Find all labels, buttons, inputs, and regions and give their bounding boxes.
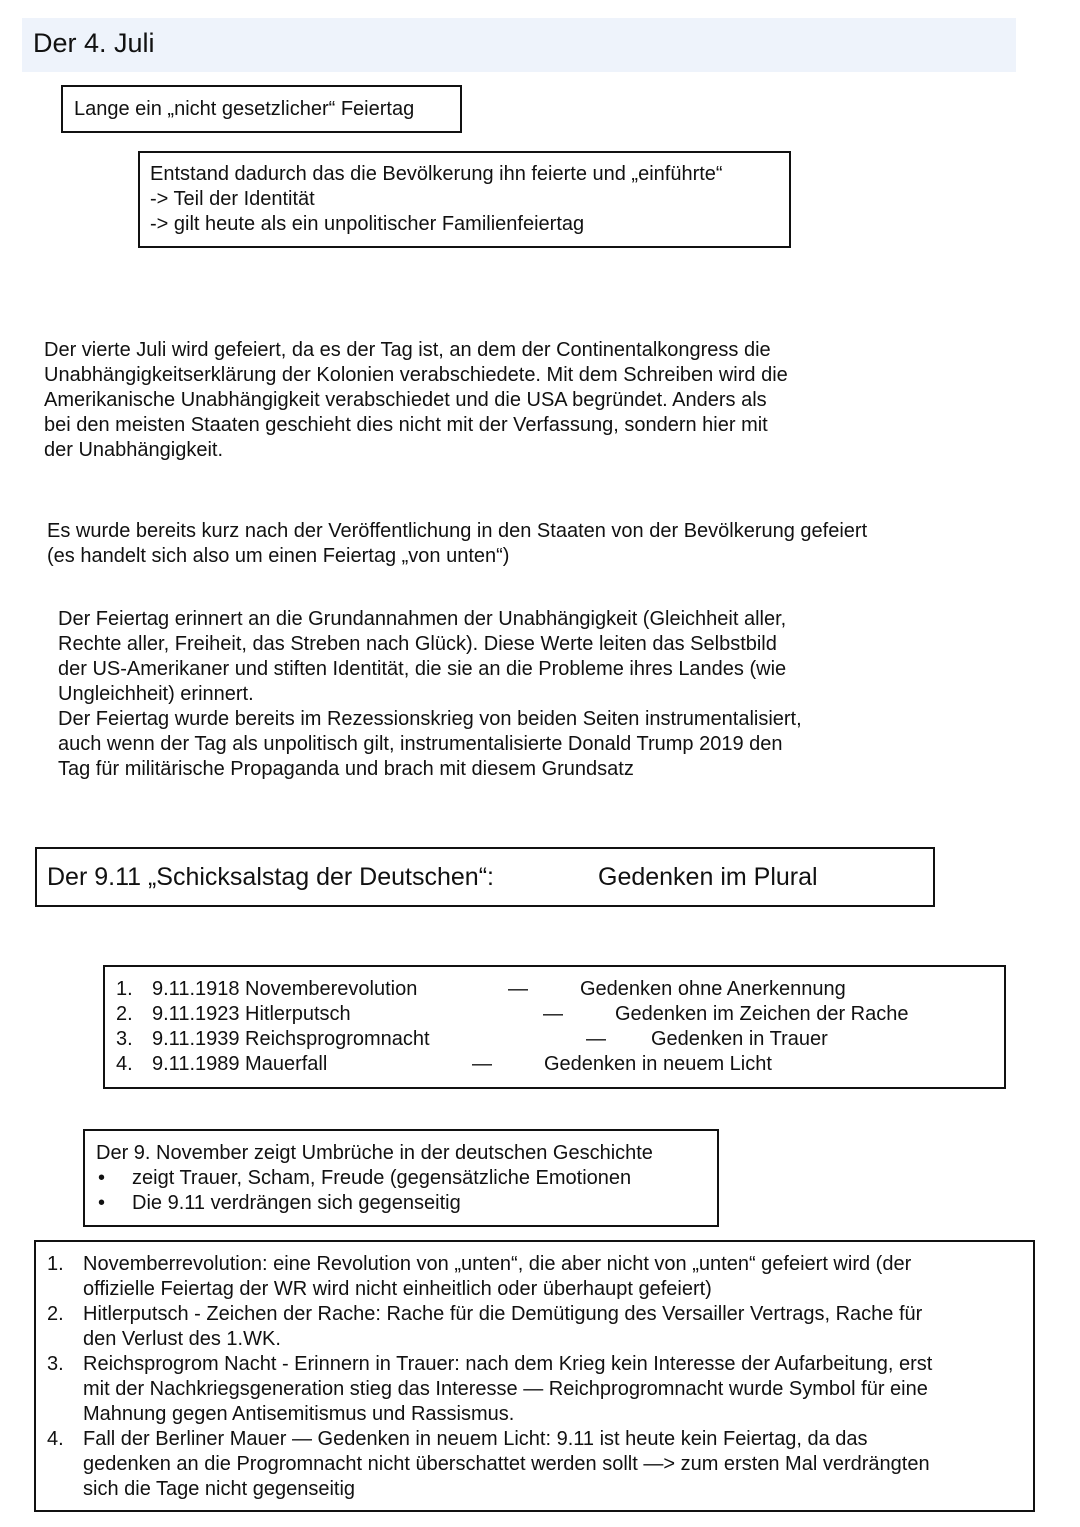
paragraph-line: Es wurde bereits kurz nach der Veröffentlichung in den Staaten von der Bevölkerung gefeiert: [47, 520, 868, 542]
summary-bullet-item: [96, 1166, 653, 1191]
date-label: 9.11.1939 Reichsprogromnacht: [152, 1028, 430, 1050]
paragraph-line: der US-Amerikaner und stiften Identität, die sie an die Probleme ihres Landes (wie: [58, 658, 787, 680]
detail-line: den Verlust des 1.WK.: [83, 1328, 281, 1350]
note-box-origin-text: [150, 162, 723, 237]
paragraph-line: (es handelt sich also um einen Feiertag „von unten“): [47, 545, 510, 567]
section-header-left: Der 9.11 „Schicksalstag der Deutschen“:: [47, 863, 494, 891]
detail-number: 3.: [47, 1353, 64, 1375]
detail-number: 2.: [47, 1303, 64, 1325]
bullet-marker: •: [98, 1192, 106, 1214]
date-dash: —: [508, 978, 528, 1000]
dates-box: [103, 965, 1006, 1089]
paragraph-declaration: [44, 338, 788, 463]
detail-number: 1.: [47, 1253, 64, 1275]
paragraph-line: Tag für militärische Propaganda und brach mit diesem Grundsatz: [58, 758, 634, 780]
summary-bullet-item: [96, 1191, 653, 1216]
summary-bullet-text: Die 9.11 verdrängen sich gegenseitig: [132, 1192, 461, 1214]
date-number: 3.: [116, 1028, 133, 1050]
paragraph-line: Der vierte Juli wird gefeiert, da es der Tag ist, an dem der Continentalkongress die: [44, 339, 771, 361]
date-label: 9.11.1923 Hitlerputsch: [152, 1003, 351, 1025]
date-meaning: Gedenken im Zeichen der Rache: [615, 1003, 909, 1025]
detail-line: mit der Nachkriegsgeneration stieg das Interesse — Reichprogromnacht wurde Symbol für eine: [83, 1378, 928, 1400]
note-box-origin: [138, 151, 791, 248]
detail-item: [47, 1352, 1027, 1427]
bullet-marker: •: [98, 1167, 106, 1189]
detail-line: sich die Tage nicht gegenseitig: [83, 1478, 356, 1500]
paragraph-line: auch wenn der Tag als unpolitisch gilt, instrumentalisierte Donald Trump 2019 den: [58, 733, 783, 755]
paragraph-line: Unabhängigkeitserklärung der Kolonien verabschiedete. Mit dem Schreiben wird die: [44, 364, 788, 386]
details-list: [47, 1252, 1027, 1502]
dates-list: [116, 977, 996, 1077]
date-dash: —: [586, 1028, 606, 1050]
paragraph-line: Der Feiertag erinnert an die Grundannahmen der Unabhängigkeit (Gleichheit aller,: [58, 608, 787, 630]
summary-bullet-text: zeigt Trauer, Scham, Freude (gegensätzliche Emotionen: [132, 1167, 632, 1189]
detail-line: Fall der Berliner Mauer — Gedenken in neuem Licht: 9.11 ist heute kein Feiertag, da das: [83, 1428, 868, 1450]
section-header-nine-eleven: [35, 847, 935, 907]
paragraph-line: Amerikanische Unabhängigkeit verabschiedet und die USA begründet. Anders als: [44, 389, 767, 411]
paragraph-line: Der Feiertag wurde bereits im Rezessionskrieg von beiden Seiten instrumentalisiert,: [58, 708, 802, 730]
detail-line: Hitlerputsch - Zeichen der Rache: Rache für die Demütigung des Versailler Vertrags, Rache für: [83, 1303, 923, 1325]
origin-line: -> gilt heute als ein unpolitischer Familienfeiertag: [150, 213, 585, 235]
detail-item: [47, 1252, 1027, 1302]
detail-line: Mahnung gegen Antisemitismus und Rassismus.: [83, 1403, 515, 1425]
title-bar: [22, 18, 1016, 72]
date-dash: —: [472, 1053, 492, 1075]
section-header-right: Gedenken im Plural: [598, 863, 818, 891]
detail-line: Reichsprogrom Nacht - Erinnern in Trauer: nach dem Krieg kein Interesse der Aufarbeitung, erst: [83, 1353, 933, 1375]
detail-item: [47, 1302, 1027, 1352]
summary-content: [96, 1141, 653, 1216]
origin-line: -> Teil der Identität: [150, 188, 315, 210]
paragraph-celebration: [47, 519, 867, 569]
details-box: [34, 1240, 1035, 1512]
paragraph-line: bei den meisten Staaten geschieht dies nicht mit der Verfassung, sondern hier mit: [44, 414, 768, 436]
summary-box: [83, 1129, 719, 1227]
date-label: 9.11.1918 Novemberevolution: [152, 978, 418, 1000]
note-box-legal-status-text: Lange ein „nicht gesetzlicher“ Feiertag: [74, 98, 415, 120]
paragraph-values: [58, 607, 802, 782]
origin-line: Entstand dadurch das die Bevölkerung ihn feierte und „einführte“: [150, 163, 723, 185]
paragraph-line: Ungleichheit) erinnert.: [58, 683, 254, 705]
date-number: 4.: [116, 1053, 133, 1075]
detail-line: Novemberrevolution: eine Revolution von „unten“, die aber nicht von „unten“ gefeiert wird (der: [83, 1253, 912, 1275]
detail-line: offizielle Feiertag der WR wird nicht einheitlich oder überhaupt gefeiert): [83, 1278, 712, 1300]
date-meaning: Gedenken ohne Anerkennung: [580, 978, 846, 1000]
detail-line: gedenken an die Progromnacht nicht überschattet werden sollt —> zum ersten Mal verdrängten: [83, 1453, 930, 1475]
detail-item: [47, 1427, 1027, 1502]
date-meaning: Gedenken in Trauer: [651, 1028, 828, 1050]
date-number: 1.: [116, 978, 133, 1000]
date-dash: —: [543, 1003, 563, 1025]
date-number: 2.: [116, 1003, 133, 1025]
paragraph-line: der Unabhängigkeit.: [44, 439, 224, 461]
detail-number: 4.: [47, 1428, 64, 1450]
summary-heading: Der 9. November zeigt Umbrüche in der deutschen Geschichte: [96, 1142, 653, 1164]
page-title: Der 4. Juli: [33, 28, 155, 58]
date-meaning: Gedenken in neuem Licht: [544, 1053, 772, 1075]
note-box-legal-status: [61, 85, 462, 133]
paragraph-line: Rechte aller, Freiheit, das Streben nach Glück). Diese Werte leiten das Selbstbild: [58, 633, 777, 655]
date-label: 9.11.1989 Mauerfall: [152, 1053, 328, 1075]
